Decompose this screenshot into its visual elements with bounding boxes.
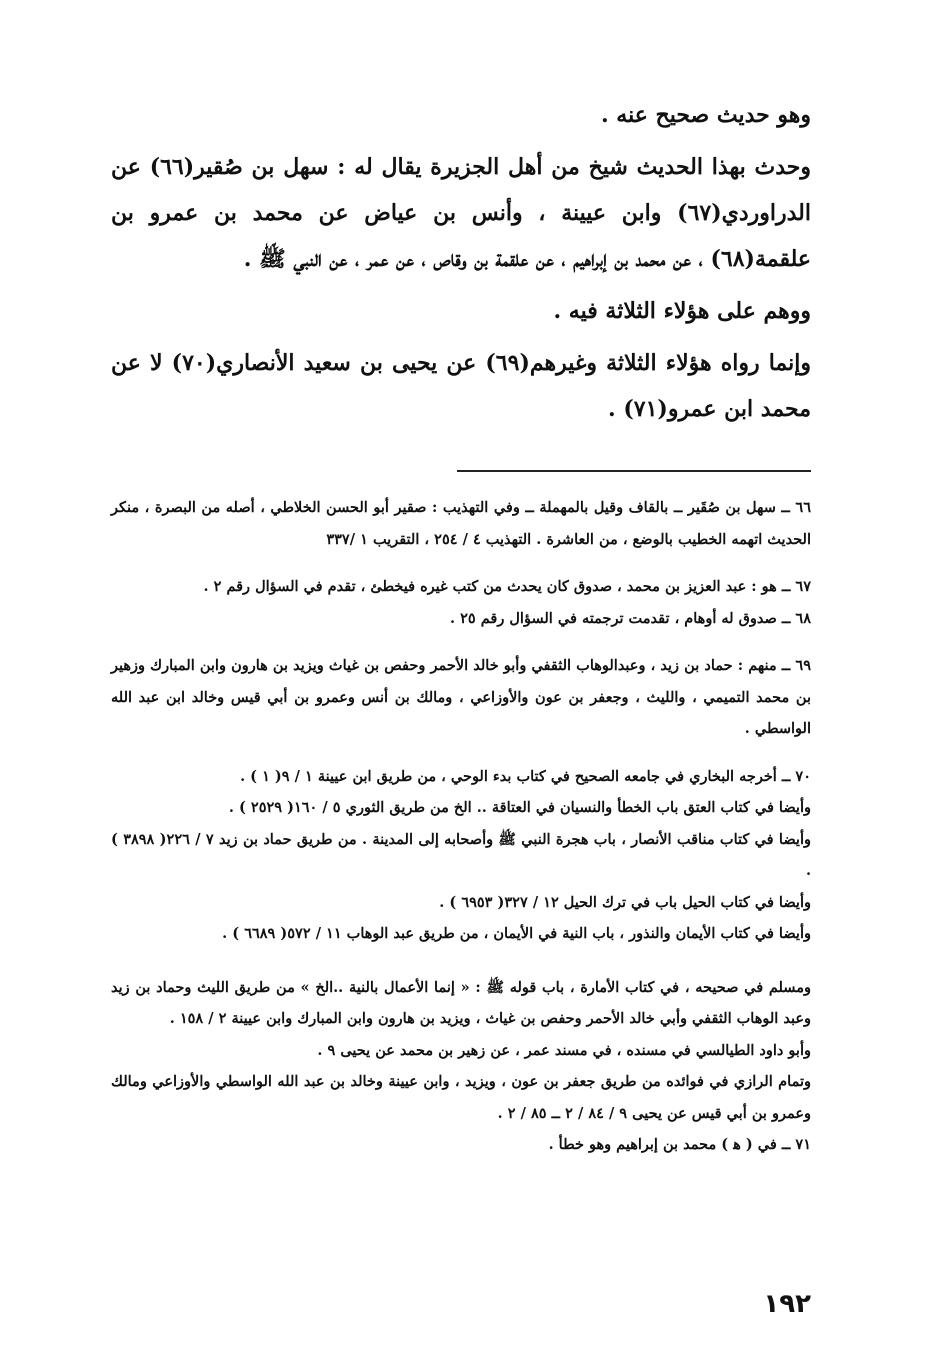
footnote-70-line-8: وتمام الرازي في فوائده من طريق جعفر بن عون ، ويزيد ، وابن عيينة وخالد بن عبد الله الواسطي والأوزاعي ومالك وعمرو بن أبي قيس عن يحيى ٩ / ٨٤ / ٢ ــ ٨٥ / ٢ . <box>111 1073 811 1122</box>
footnote-divider <box>457 470 811 472</box>
footnote-70-line-1: ٧٠ ــ أخرجه البخاري في جامعه الصحيح في كتاب بدء الوحي ، من طريق ابن عيينة ١ / ٩( ١ ) . <box>240 767 811 785</box>
footnote-70-line-4: وأيضا في كتاب الحيل باب في ترك الحيل ١٢ / ٣٢٧( ٦٩٥٣ ) . <box>439 893 811 911</box>
paragraph-2: وحدث بهذا الحديث شيخ من أهل الجزيرة يقال له : سهل بن صُقير(٦٦) عن الدراوردي(٦٧) وابن عيينة ، وأنس بن عياض عن محمد بن عمرو بن علقمة(٦٨) ، عن محمد بن إبراهيم ، عن علقمة بن وقاص ، عن عمر ، عن النبي ﷺ . <box>111 154 812 272</box>
page-number: ١٩٢ <box>763 1289 811 1319</box>
paragraph-1: وهو حديث صحيح عنه . <box>600 102 811 128</box>
footnote-68: ٦٨ ــ صدوق له أوهام ، تقدمت ترجمته في السؤال رقم ٢٥ . <box>450 609 811 627</box>
main-text <box>111 92 811 438</box>
footnote-70-line-5: وأيضا في كتاب الأيمان والنذور ، باب النية في الأيمان ، من طريق عبد الوهاب ١١ / ٥٧٢( ٦٦٨٩ ) . <box>222 925 811 942</box>
paragraph-4: وإنما رواه هؤلاء الثلاثة وغيرهم(٦٩) عن يحيى بن سعيد الأنصاري(٧٠) لا عن محمد ابن عمرو(٧١) . <box>111 350 811 422</box>
footnote-70-line-3: وأيضا في كتاب مناقب الأنصار ، باب هجرة النبي ﷺ وأصحابه إلى المدينة . من طريق حماد بن زيد ٧ / ٢٢٦( ٣٨٩٨ ) . <box>111 830 811 879</box>
paragraph-3: ووهم على هؤلاء الثلاثة فيه . <box>553 298 811 324</box>
footnote-70-line-2: وأيضا في كتاب العتق باب الخطأ والنسيان في العتاقة .. الخ من طريق الثوري ٥ / ١٦٠( ٢٥٢٩ ) . <box>228 799 811 816</box>
footnote-69: ٦٩ ــ منهم : حماد بن زيد ، وعبدالوهاب الثقفي وأبو خالد الأحمر وحفص بن غياث ويزيد بن هارون وابن المبارك وزهير بن محمد التميمي ، والليث ، وجعفر بن عون والأوزاعي ، ومالك بن أنس وعمرو بن أبي قيس وخالد ابن عبد الله الواسطي . <box>111 657 811 737</box>
footnote-70-line-7: وأبو داود الطيالسي في مسنده ، في مسند عمر ، عن زهير بن محمد عن يحيى ٩ . <box>317 1041 811 1059</box>
footnote-71: ٧١ ــ في ( ﻫ ) محمد بن إبراهيم وهو خطأ . <box>548 1136 811 1153</box>
footnote-70-line-6: ومسلم في صحيحه ، في كتاب الأمارة ، باب قوله ﷺ : « إنما الأعمال بالنية ..الخ » من طريق الليث وحماد بن زيد وعبد الوهاب الثقفي وأبي خالد الأحمر وحفص بن غياث ، ويزيد بن هارون وابن المبارك وابن عيينة ٢ / ١٥٨ . <box>111 978 811 1027</box>
footnote-66: ٦٦ ــ سهل بن صُقَير ــ بالقاف وقيل بالمهملة ــ وفي التهذيب : صقير أبو الحسن الخلاطي ، أصله من البصرة ، منكر الحديث اتهمه الخطيب بالوضع ، من العاشرة . التهذيب ٤ / ٢٥٤ ، التقريب ١ /٣٣٧ <box>111 499 811 548</box>
footnotes <box>111 492 811 1161</box>
footnote-67: ٦٧ ــ هو : عبد العزيز بن محمد ، صدوق كان يحدث من كتب غيره فيخطئ ، تقدم في السؤال رقم ٢ . <box>203 578 811 595</box>
